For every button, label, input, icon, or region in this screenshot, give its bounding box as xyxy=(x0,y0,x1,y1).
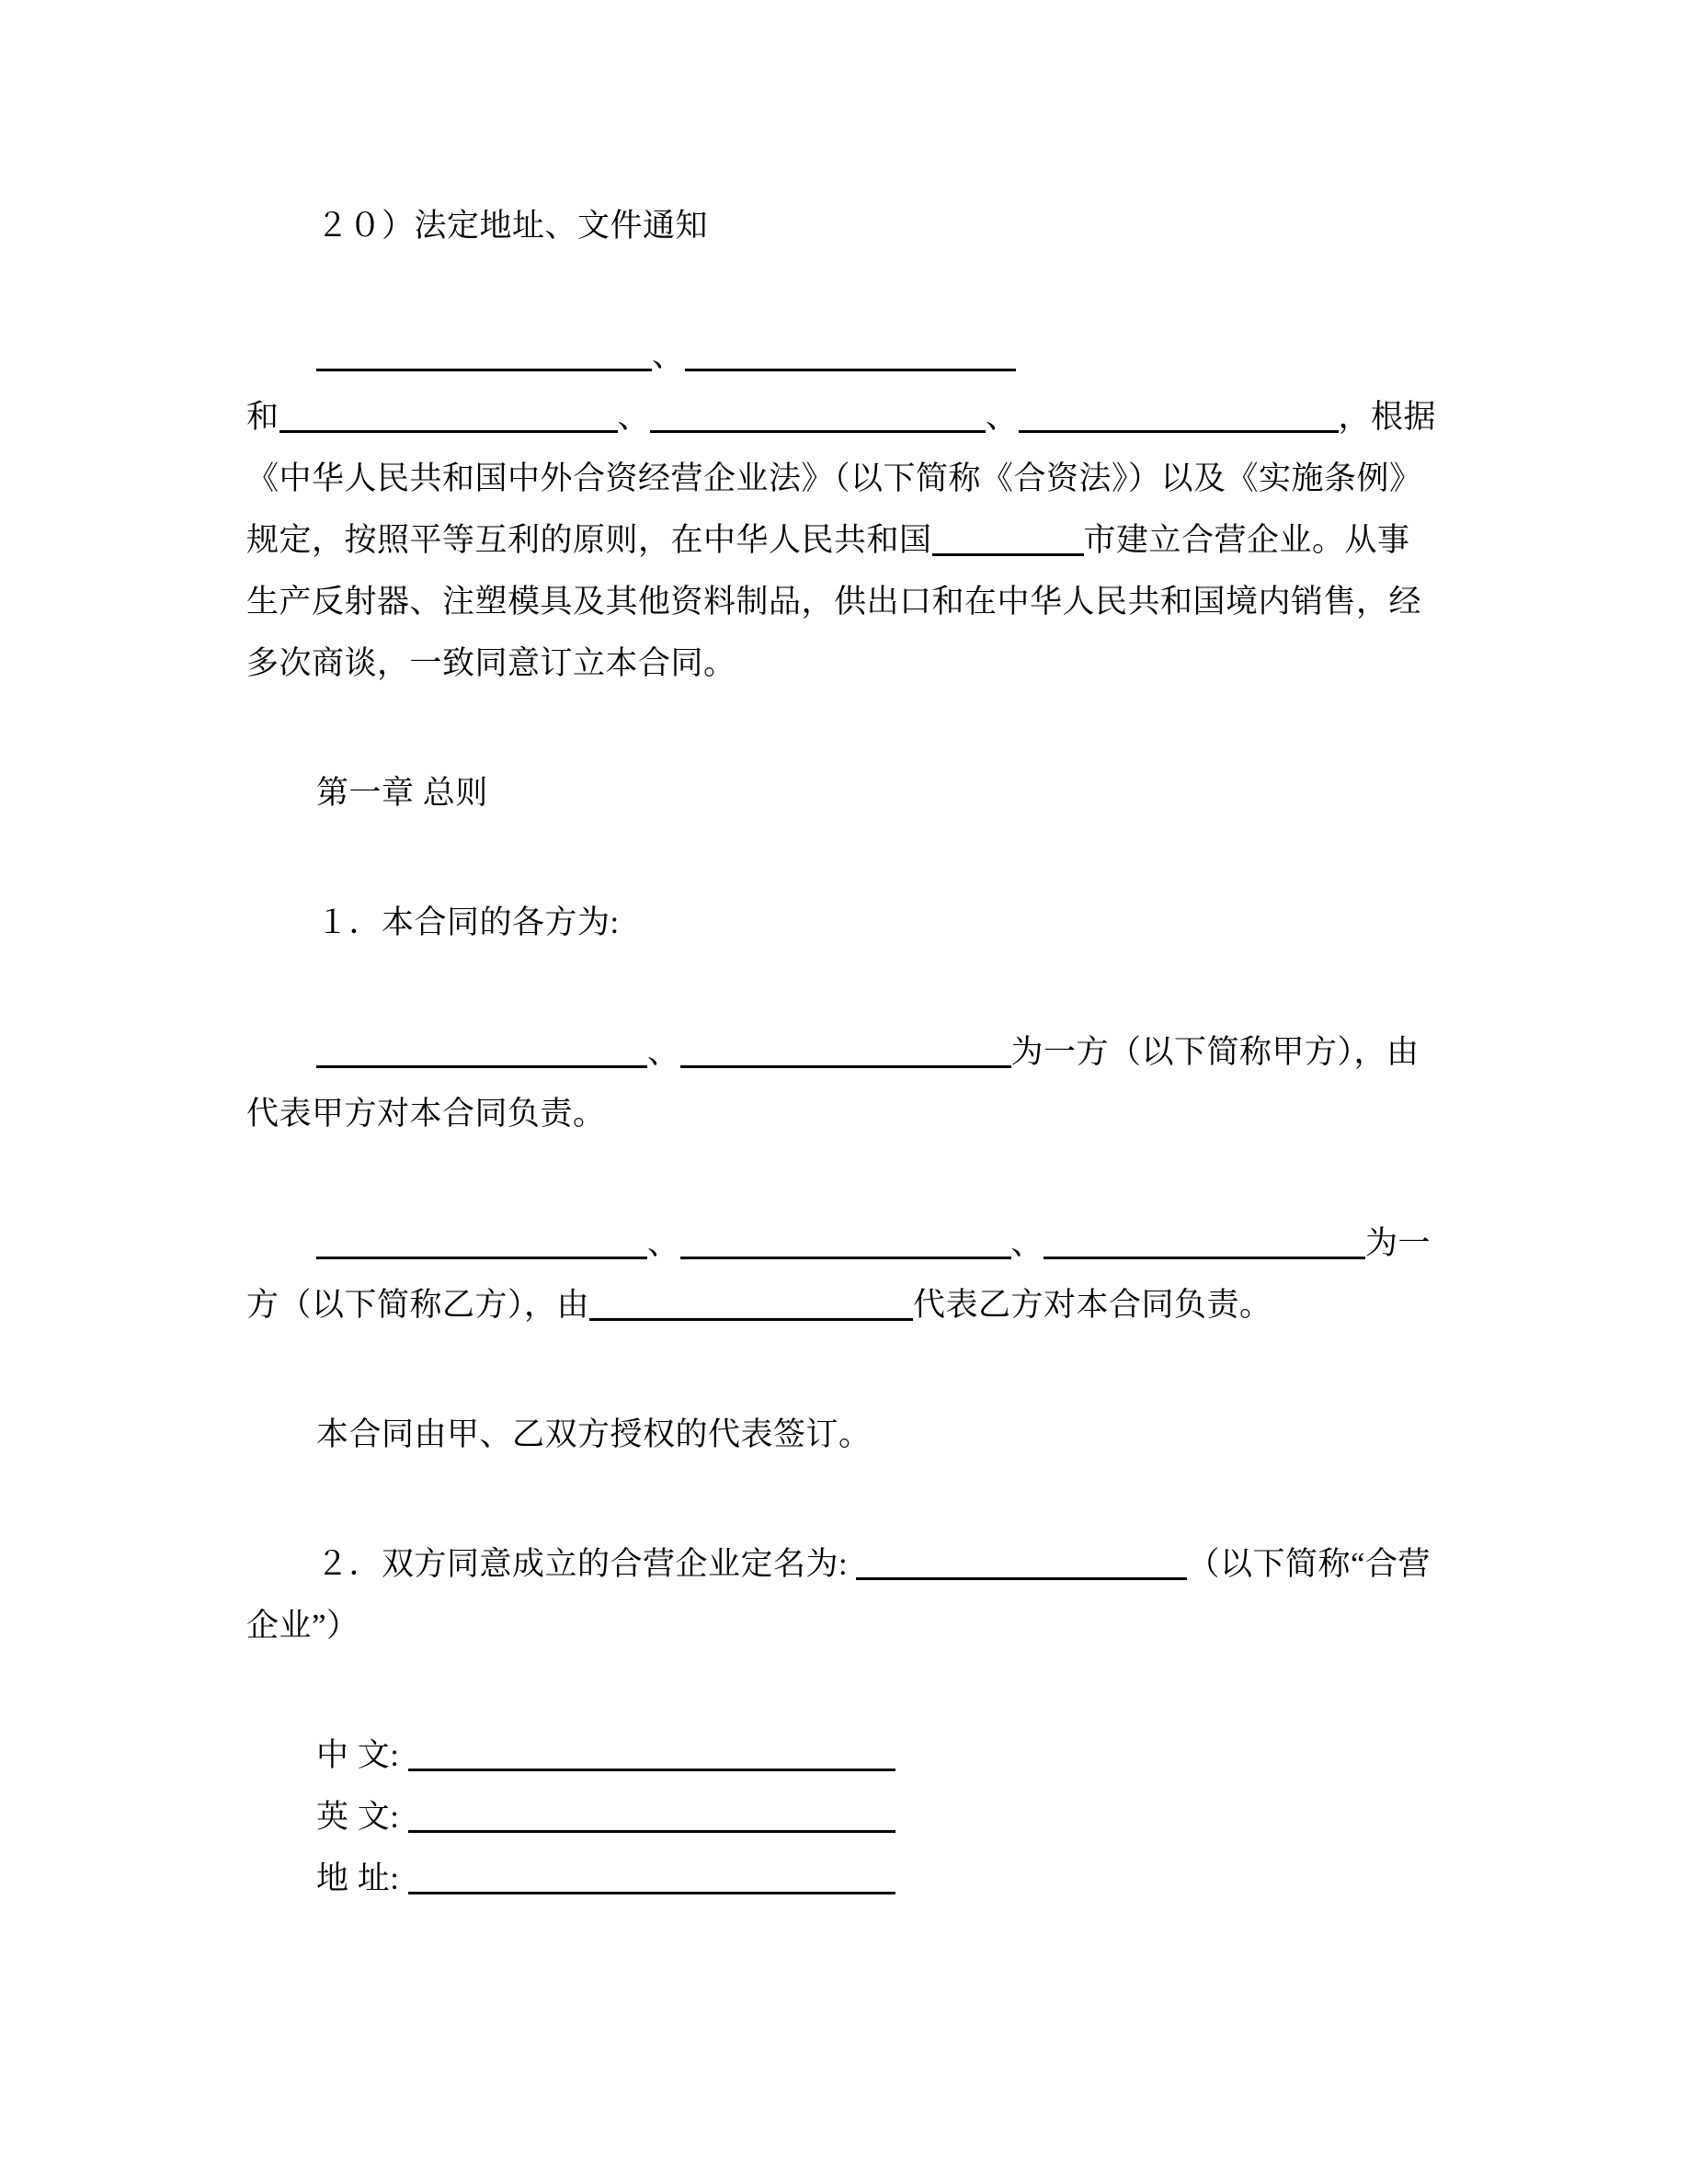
blank-underline-field xyxy=(650,399,986,433)
text-run: 为一方（以下简称甲方），由 xyxy=(1010,1034,1420,1070)
text-run: 为一 xyxy=(1365,1225,1431,1261)
paragraph-chapter-1-heading xyxy=(246,762,1442,824)
first-line-indent xyxy=(246,235,316,236)
text-run: 代表甲方对本合同负责。 xyxy=(246,1096,606,1132)
text-line xyxy=(246,1724,1442,1786)
text-run: 、 xyxy=(647,1225,680,1261)
text-line xyxy=(246,324,1442,386)
text-run: （以下简称“合营 xyxy=(1187,1546,1431,1582)
text-run: 方（以下简称乙方），由 xyxy=(246,1287,590,1323)
text-line xyxy=(246,1404,1442,1465)
text-line xyxy=(246,1595,1442,1656)
text-run: 地 址: xyxy=(316,1860,408,1896)
first-line-indent xyxy=(246,802,316,803)
text-line xyxy=(246,571,1442,632)
text-run: 多次商谈，一致同意订立本合同。 xyxy=(246,645,736,681)
text-line xyxy=(246,1021,1442,1083)
blank-underline-field xyxy=(932,522,1084,556)
paragraph-party-b-clause xyxy=(246,1212,1442,1336)
first-line-indent xyxy=(246,1444,316,1445)
first-line-indent xyxy=(246,1888,316,1889)
text-run: 、 xyxy=(986,399,1019,435)
blank-underline-field xyxy=(1019,399,1339,433)
blank-underline-field xyxy=(589,1287,913,1321)
text-run: 英 文: xyxy=(316,1799,408,1835)
paragraph-clause-20-heading xyxy=(246,195,1442,256)
paragraph-article-2-enterprise-name xyxy=(246,1533,1442,1656)
first-line-indent xyxy=(246,1826,316,1827)
blank-underline-field xyxy=(1044,1225,1365,1259)
text-run: 代表乙方对本合同负责。 xyxy=(913,1287,1272,1323)
paragraph-preamble xyxy=(246,324,1442,694)
text-run: 、 xyxy=(617,399,651,435)
text-run: ２０）法定地址、文件通知 xyxy=(316,208,709,244)
blank-underline-field xyxy=(685,337,1016,371)
paragraph-enterprise-name-fields xyxy=(246,1724,1442,1909)
first-line-indent xyxy=(246,1253,316,1254)
document-content xyxy=(246,195,1442,1909)
text-run: 企业”） xyxy=(246,1608,359,1644)
text-run: １．本合同的各方为: xyxy=(316,904,620,940)
blank-underline-field xyxy=(316,337,652,371)
text-line xyxy=(246,195,1442,256)
text-run: ，根据 xyxy=(1338,399,1437,435)
paragraph-article-1-intro xyxy=(246,892,1442,953)
first-line-indent xyxy=(246,1062,316,1063)
blank-underline-field xyxy=(316,1034,647,1068)
blank-underline-field xyxy=(408,1860,895,1894)
text-run: 、 xyxy=(652,337,685,373)
text-line xyxy=(246,1274,1442,1336)
text-line xyxy=(246,892,1442,953)
text-line xyxy=(246,1533,1442,1595)
blank-underline-field xyxy=(680,1225,1011,1259)
text-line xyxy=(246,1848,1442,1909)
blank-underline-field xyxy=(408,1737,895,1771)
text-run: ２．双方同意成立的合营企业定名为: xyxy=(316,1546,857,1582)
text-line xyxy=(246,509,1442,571)
text-line xyxy=(246,1212,1442,1274)
paragraph-party-a-clause xyxy=(246,1021,1442,1144)
blank-underline-field xyxy=(316,1225,647,1259)
text-run: 中 文: xyxy=(316,1737,408,1773)
blank-underline-field xyxy=(680,1034,1011,1068)
text-line xyxy=(246,1083,1442,1144)
text-line xyxy=(246,448,1442,509)
first-line-indent xyxy=(246,365,316,366)
first-line-indent xyxy=(246,932,316,933)
blank-underline-field xyxy=(279,399,618,433)
blank-underline-field xyxy=(408,1799,895,1833)
text-run: 生产反射器、注塑模具及其他资料制品，供出口和在中华人民共和国境内销售，经 xyxy=(246,584,1422,620)
text-line xyxy=(246,632,1442,694)
text-line xyxy=(246,1786,1442,1848)
text-run: 第一章 总则 xyxy=(316,775,488,811)
paragraph-signing-statement xyxy=(246,1404,1442,1465)
blank-underline-field xyxy=(856,1546,1187,1580)
text-run: 、 xyxy=(647,1034,680,1070)
text-run: 规定，按照平等互利的原则，在中华人民共和国 xyxy=(246,522,932,558)
text-run: 市建立合营企业。从事 xyxy=(1083,522,1410,558)
text-run: 和 xyxy=(246,399,279,435)
text-line xyxy=(246,762,1442,824)
first-line-indent xyxy=(246,1574,316,1575)
text-run: 《中华人民共和国中外合资经营企业法》（以下简称《合资法》）以及《实施条例》 xyxy=(246,461,1422,496)
text-line xyxy=(246,386,1442,448)
text-run: 、 xyxy=(1010,1225,1044,1261)
first-line-indent xyxy=(246,1765,316,1766)
text-run: 本合同由甲、乙双方授权的代表签订。 xyxy=(316,1416,872,1452)
